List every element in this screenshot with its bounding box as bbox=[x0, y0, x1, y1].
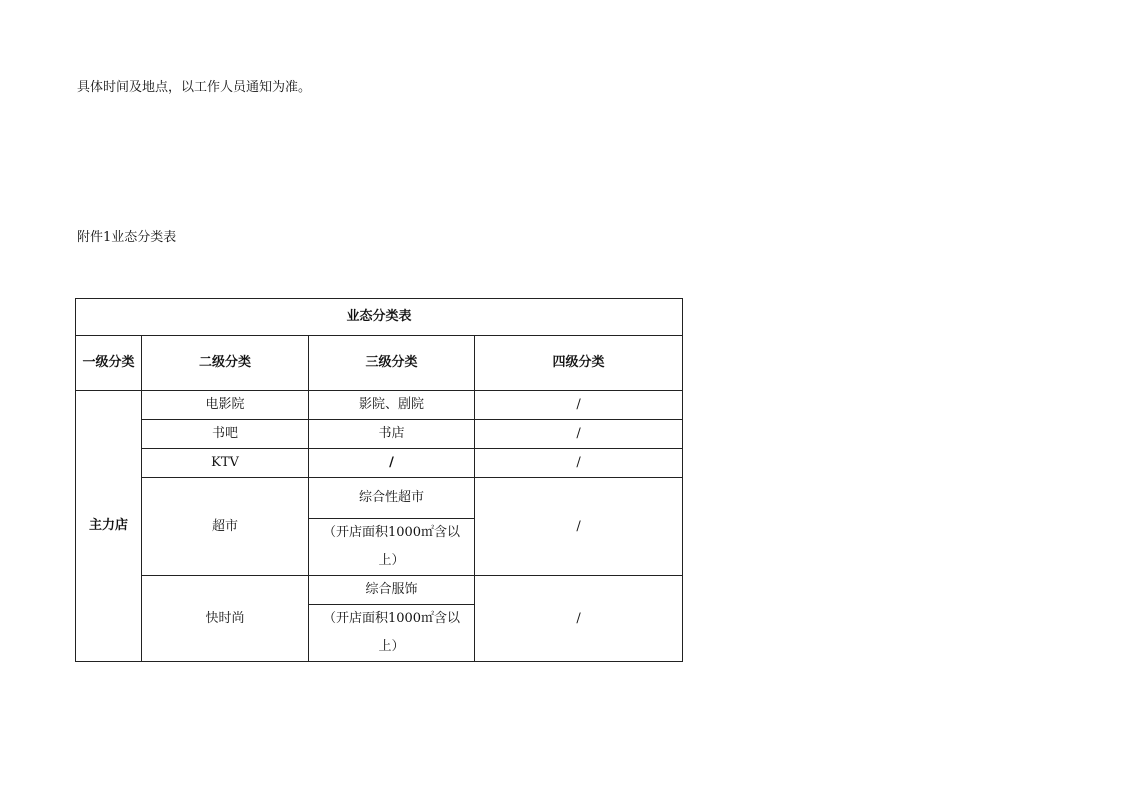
intro-text: 具体时间及地点，以工作人员通知为准。 bbox=[77, 80, 312, 95]
level3-note-cell: （开店面积1000㎡含以上） bbox=[309, 605, 475, 662]
level2-cell: 书吧 bbox=[142, 420, 309, 449]
level1-category: 主力店 bbox=[76, 391, 142, 662]
level4-cell: / bbox=[475, 478, 683, 576]
level3-cell: 综合性超市 bbox=[309, 478, 475, 519]
level2-cell: KTV bbox=[142, 449, 309, 478]
attachment-caption: 附件1业态分类表 bbox=[77, 230, 177, 245]
level3-cell: / bbox=[309, 449, 475, 478]
level4-cell: / bbox=[475, 391, 683, 420]
level4-cell: / bbox=[475, 576, 683, 662]
level3-note-cell: （开店面积1000㎡含以上） bbox=[309, 519, 475, 576]
level3-cell: 影院、剧院 bbox=[309, 391, 475, 420]
level3-cell: 综合服饰 bbox=[309, 576, 475, 605]
level2-cell: 超市 bbox=[142, 478, 309, 576]
header-level2: 二级分类 bbox=[142, 336, 309, 391]
header-level1: 一级分类 bbox=[76, 336, 142, 391]
table-row bbox=[76, 449, 683, 478]
level4-cell: / bbox=[475, 420, 683, 449]
level2-cell: 电影院 bbox=[142, 391, 309, 420]
header-level3: 三级分类 bbox=[309, 336, 475, 391]
level4-cell: / bbox=[475, 449, 683, 478]
level3-cell: 书店 bbox=[309, 420, 475, 449]
level2-cell: 快时尚 bbox=[142, 576, 309, 662]
business-category-table bbox=[75, 298, 683, 662]
table-row bbox=[76, 478, 683, 519]
header-level4: 四级分类 bbox=[475, 336, 683, 391]
table-title: 业态分类表 bbox=[76, 299, 683, 336]
table-row bbox=[76, 420, 683, 449]
table-row bbox=[76, 576, 683, 605]
table-row bbox=[76, 391, 683, 420]
